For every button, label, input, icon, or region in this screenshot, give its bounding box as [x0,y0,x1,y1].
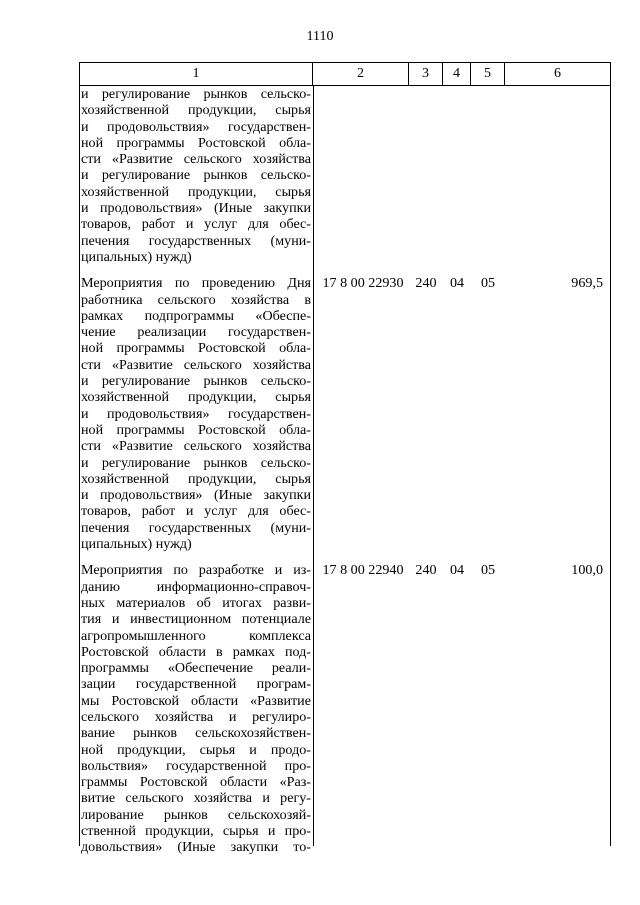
description-line: товаров, работ и услуг для обес- [81,503,311,520]
header-cell-2: 2 [313,63,409,85]
description-line: ной программы Ростовской обла- [81,421,311,438]
description-line: и регулирование рынков сельско- [81,454,311,471]
description-line: работника сельского хозяйства в [81,291,311,308]
section-code: 04 [449,275,465,292]
description-line: и продовольствия» (Иные закупки [81,487,311,504]
description-line: ной программы Ростовской обла- [81,134,311,151]
description-line: товаров, работ и услуг для обес- [81,216,311,233]
table-row [79,562,611,855]
description-line: лирование рынков сельскохозяй- [81,806,311,823]
description-line: сти «Развитие сельского хозяйства [81,438,311,455]
target-article-code: 17 8 00 22930 [322,275,404,292]
description-line: чение реализации государствен- [81,324,311,341]
description-line: рамках подпрограммы «Обеспе- [81,307,311,324]
description-line: вольствия» государственной про- [81,757,311,774]
description-line: зации государственной програм- [81,676,311,693]
description-line: хозяйственной продукции, сырья [81,102,311,119]
description-line: граммы Ростовской области «Раз- [81,774,311,791]
description-line: вание рынков сельскохозяйствен- [81,725,311,742]
subsection-code [471,86,505,265]
subsection-code: 05 [480,275,496,292]
description-line: и продовольствия» государствен- [81,405,311,422]
row-description [79,275,313,552]
header-cell-5: 5 [471,63,505,85]
table-header-row [79,62,611,86]
description-line: агропромышленного комплекса [81,627,311,644]
description-line: печения государственных (муни- [81,232,311,249]
expense-type: 240 [415,275,437,292]
description-line: сти «Развитие сельского хозяйства [81,151,311,168]
target-article-code [313,86,409,265]
description-line: данию информационно-справоч- [81,578,311,595]
header-cell-6: 6 [505,63,611,85]
header-cell-4: 4 [443,63,471,85]
section-code [443,86,471,265]
amount: 100,0 [571,562,603,579]
section-code: 04 [449,562,465,579]
description-line: Мероприятия по проведению Дня [81,275,311,292]
row-description [79,86,313,265]
description-line: сти «Развитие сельского хозяйства [81,356,311,373]
description-line: и продовольствия» государствен- [81,118,311,135]
column-divider [79,86,80,846]
row-description [79,562,313,855]
column-divider [313,86,314,846]
page-number: 1110 [306,29,334,44]
description-line: ной продукции, сырья и продо- [81,741,311,758]
description-line: мы Ростовской области «Развитие [81,692,311,709]
expense-type: 240 [415,562,437,579]
description-line: хозяйственной продукции, сырья [81,470,311,487]
description-line: и регулирование рынков сельско- [81,373,311,390]
target-article-code: 17 8 00 22940 [322,562,404,579]
description-line: витие сельского хозяйства и регу- [81,790,311,807]
column-divider [610,86,611,846]
description-line: ственной продукции, сырья и про- [81,823,311,840]
subsection-code: 05 [480,562,496,579]
description-line: сельского хозяйства и регулиро- [81,708,311,725]
description-line: программы «Обеспечение реали- [81,660,311,677]
description-line: и регулирование рынков сельско- [81,167,311,184]
table-row [79,86,611,265]
table-row [79,275,611,552]
description-line: хозяйственной продукции, сырья [81,183,311,200]
description-line: ципальных) нужд) [81,248,192,265]
table-body [79,86,611,856]
expense-type [409,86,443,265]
description-line: и регулирование рынков сельско- [81,86,311,102]
description-line: печения государственных (муни- [81,519,311,536]
description-line: хозяйственной продукции, сырья [81,389,311,406]
description-line: тия и инвестиционном потенциале [81,611,311,628]
description-line: Мероприятия по разработке и из- [81,562,311,579]
amount [505,86,611,265]
description-line: ных материалов об итогах разви- [81,594,311,611]
header-cell-3: 3 [409,63,443,85]
description-line: ципальных) нужд) [81,536,192,553]
header-cell-1: 1 [79,63,313,85]
budget-table [79,62,611,856]
description-line: ной программы Ростовской обла- [81,340,311,357]
amount: 969,5 [571,275,603,292]
description-line: и продовольствия» (Иные закупки [81,200,311,217]
description-line: довольствия» (Иные закупки то- [81,839,311,856]
description-line: Ростовской области в рамках под- [81,643,311,660]
